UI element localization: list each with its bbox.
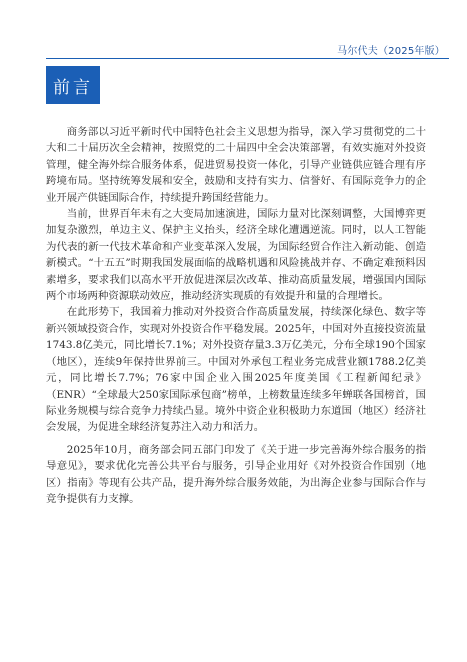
section-title-badge xyxy=(46,66,100,104)
paragraph-4: 2025年10月，商务部会同五部门印发了《关于进一步完善海外综合服务的指导意见》，要求优化完善公共平台与服务，引导企业用好《对外投资合作国别（地区）指南》等现有公共产品，提升海外综合服务效能，为出海企业参与国际合作与竞争提供有力支撑。 xyxy=(46,443,426,505)
paragraph-2: 当前，世界百年未有之大变局加速演进，国际力量对比深刻调整，大国博弈更加复杂激烈，单边主义、保护主义抬头，经济全球化遭遇逆流。同时，以人工智能为代表的新一代技术革命和产业变革深入发展，为国际经贸合作注入新动能、创造新模式。“十五五”时期我国发展面临的战略机遇和风险挑战并存、不确定难预料因素增多，要求我们以高水平开放促进深层次改革、推动高质量发展，增强国内国际两个市场两种资源联动效应，推动经济实现质的有效提升和量的合理增长。 xyxy=(46,208,426,303)
header-divider xyxy=(46,58,449,59)
running-header-title: 马尔代夫（2025年版） xyxy=(337,46,445,57)
paragraph-3: 在此形势下，我国着力推动对外投资合作高质量发展，持续深化绿色、数字等新兴领域投资合作，实现对外投资合作平稳发展。2025年，中国对外直接投资流量1743.8亿美元，同比增长7.1%；对外投资存量3.3万亿美元，分布全球190个国家（地区），连续9年保持世界前三。中国对外承包工程业务完成营业额1788.2亿美元，同比增长7.7%；76家中国企业入围2025年度美国《工程新闻纪录》（ENR）“全球最大250家国际承包商”榜单，上榜数量连续多年蝉联各国榜首，国际业务规模与综合竞争力持续凸显。境外中资企业积极助力东道国（地区）经济社会发展，为促进全球经济复苏注入动力和活力。 xyxy=(46,306,426,434)
paragraph-1: 商务部以习近平新时代中国特色社会主义思想为指导，深入学习贯彻党的二十大和二十届历次全会精神，按照党的二十届四中全会决策部署，有效实施对外投资管理，健全海外综合服务体系，促进贸易投资一体化，引导产业链供应链合理有序跨境布局。坚持统筹发展和安全，鼓励和支持有实力、信誉好、有国际竞争力的企业开展产供链国际合作，持续提升跨国经营能力。 xyxy=(46,126,426,204)
section-title: 前言 xyxy=(53,77,93,98)
body-text xyxy=(46,124,426,507)
